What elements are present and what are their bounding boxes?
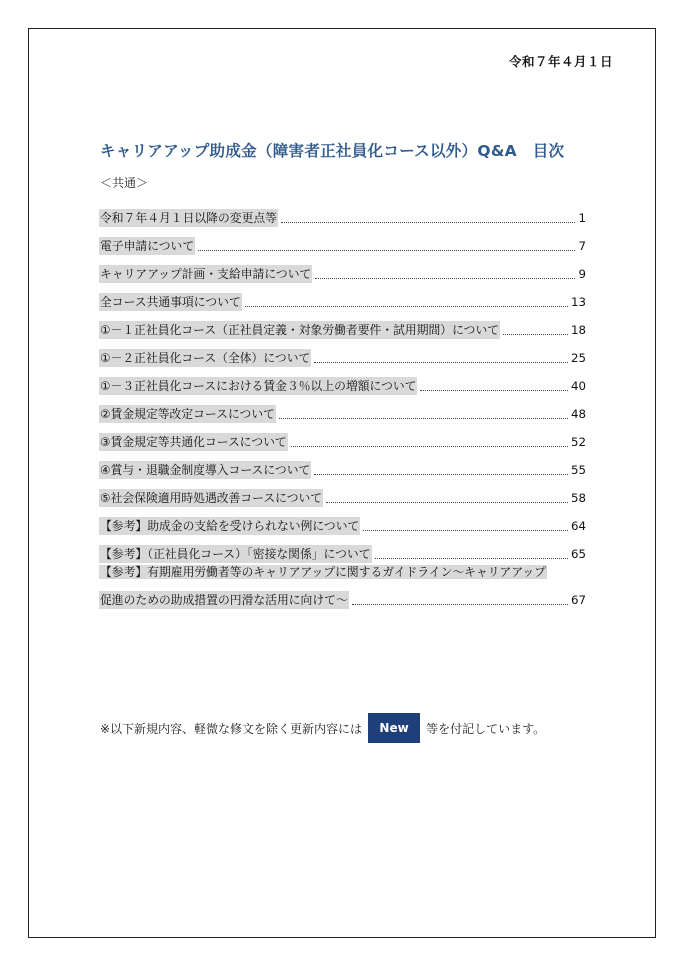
toc-entry-page: 40 xyxy=(570,379,586,393)
toc-leader-dots xyxy=(352,604,568,605)
toc-entry-label-line1: 【参考】有期雇用労働者等のキャリアアップに関するガイドライン～キャリアアップ xyxy=(100,565,546,579)
toc-entry-label: 【参考】助成金の支給を受けられない例について xyxy=(100,519,360,533)
toc-entry[interactable] xyxy=(99,395,586,423)
toc-leader-dots xyxy=(314,362,568,363)
toc-entry[interactable] xyxy=(99,311,586,339)
toc-entry-label: ③賃金規定等共通化コースについて xyxy=(100,435,287,449)
toc-entry-page: 67 xyxy=(570,593,586,607)
toc-entry-page: 9 xyxy=(578,267,586,281)
toc-leader-dots xyxy=(198,250,575,251)
toc-entry-page: 55 xyxy=(570,463,586,477)
toc-leader-dots xyxy=(314,474,568,475)
toc-entry-label: 令和７年４月１日以降の変更点等 xyxy=(100,211,277,225)
toc-entry-page: 18 xyxy=(570,323,586,337)
toc-leader-dots xyxy=(503,334,568,335)
toc-entry-page: 65 xyxy=(570,547,586,561)
toc-entry-page: 13 xyxy=(570,295,586,309)
toc-entry-page: 52 xyxy=(570,435,586,449)
toc-leader-dots xyxy=(375,558,568,559)
toc-entry[interactable] xyxy=(99,451,586,479)
document-date: 令和７年４月１日 xyxy=(508,54,613,69)
toc-entry-label: 全コース共通事項について xyxy=(100,295,241,309)
update-note-text-after: 等を付記しています。 xyxy=(426,721,546,736)
update-note xyxy=(100,713,545,743)
toc-entry-page: 64 xyxy=(570,519,586,533)
toc-entry[interactable] xyxy=(99,339,586,367)
toc-entry[interactable] xyxy=(99,255,586,283)
update-note-text-before: ※以下新規内容、軽微な修文を除く更新内容には xyxy=(100,721,363,736)
toc-leader-dots xyxy=(326,502,568,503)
toc-entry[interactable] xyxy=(99,423,586,451)
toc-leader-dots xyxy=(279,418,568,419)
toc-entry-page: 25 xyxy=(570,351,586,365)
toc-entry[interactable] xyxy=(99,283,586,311)
toc-leader-dots xyxy=(315,278,575,279)
toc-entry-page: 1 xyxy=(578,211,586,225)
toc-entry-label: ⑤社会保険適用時処遇改善コースについて xyxy=(100,491,323,505)
toc-entry-page: 48 xyxy=(570,407,586,421)
toc-entry-page: 7 xyxy=(578,239,586,253)
toc-entry-label: 【参考】（正社員化コース）「密接な関係」について xyxy=(100,547,371,561)
toc-entry-guideline[interactable] xyxy=(99,563,586,609)
toc-entry[interactable] xyxy=(99,227,586,255)
toc-entry-label: キャリアアップ計画・支給申請について xyxy=(100,267,312,281)
toc-entry[interactable] xyxy=(99,507,586,535)
toc-leader-dots xyxy=(291,446,568,447)
toc-entry-label: ④賞与・退職金制度導入コースについて xyxy=(100,463,311,477)
toc-leader-dots xyxy=(245,306,568,307)
toc-entry-label-line2: 促進のための助成措置の円滑な活用に向けて～ xyxy=(100,593,348,607)
toc-leader-dots xyxy=(420,390,568,391)
toc-entry[interactable] xyxy=(99,535,586,563)
toc-entry-label: ②賃金規定等改定コースについて xyxy=(100,407,275,421)
section-label-common: ＜共通＞ xyxy=(100,176,149,190)
toc-entry-label: 電子申請について xyxy=(100,239,195,253)
table-of-contents xyxy=(99,199,586,609)
toc-entry-label: ①－２正社員化コース（全体）について xyxy=(100,351,311,365)
toc-entry[interactable] xyxy=(99,199,586,227)
new-badge: New xyxy=(368,713,420,743)
toc-entry[interactable] xyxy=(99,367,586,395)
document-title: キャリアアップ助成金（障害者正社員化コース以外）Q&A 目次 xyxy=(100,142,565,160)
toc-leader-dots xyxy=(363,530,568,531)
toc-entry-page: 58 xyxy=(570,491,586,505)
toc-leader-dots xyxy=(281,222,576,223)
toc-entry[interactable] xyxy=(99,479,586,507)
toc-entry-label: ①－３正社員化コースにおける賃金３％以上の増額について xyxy=(100,379,417,393)
toc-entry-label: ①－１正社員化コース（正社員定義・対象労働者要件・試用期間）について xyxy=(100,323,500,337)
